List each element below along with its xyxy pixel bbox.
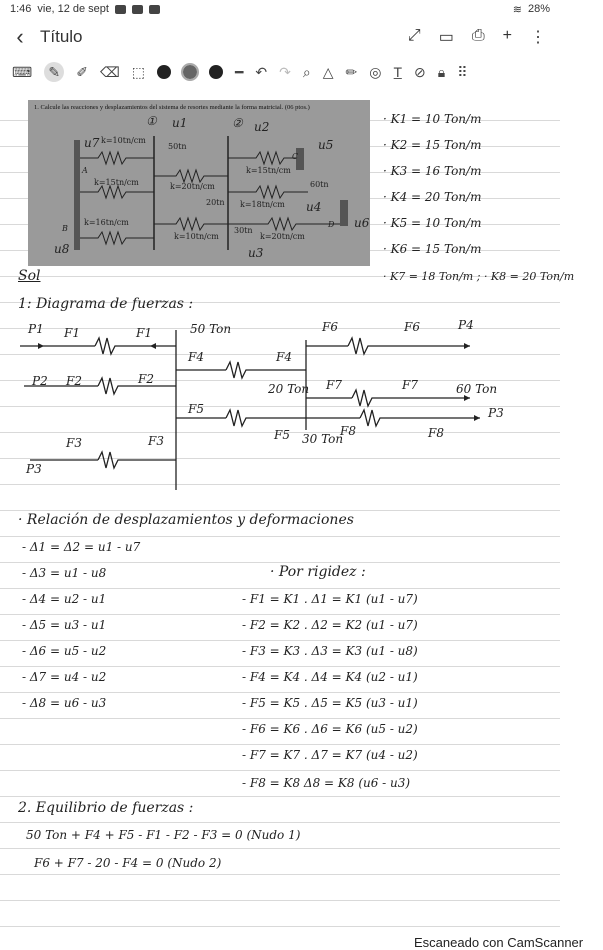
force-label: P4 bbox=[458, 318, 474, 332]
force-label: P3 bbox=[488, 406, 504, 420]
more-icon[interactable]: ⋮ bbox=[530, 29, 546, 46]
constant-k7-k8: · K7 = 18 Ton/m ; · K8 = 20 Ton/m bbox=[383, 270, 575, 283]
load-label: 60tn bbox=[310, 180, 329, 189]
color-gray-icon[interactable] bbox=[183, 65, 197, 79]
lock-icon[interactable]: 🔒︎ bbox=[437, 63, 446, 80]
force-label: F3 bbox=[66, 436, 82, 450]
pencil-icon[interactable]: ✏ bbox=[345, 63, 358, 80]
section-equilibrium-title: 2. Equilibrio de fuerzas : bbox=[18, 800, 194, 816]
node-label: u7 bbox=[84, 136, 100, 150]
rigidez-row: - F3 = K3 . Δ3 = K3 (u1 - u8) bbox=[242, 644, 418, 658]
sol-label: Sol bbox=[18, 268, 41, 284]
rigidez-title: · Por rigidez : bbox=[270, 564, 366, 580]
force-label: F1 bbox=[64, 326, 80, 340]
rigidez-row: - F4 = K4 . Δ4 = K4 (u2 - u1) bbox=[242, 670, 418, 684]
node-label: u3 bbox=[248, 246, 264, 260]
support-label: C bbox=[292, 152, 299, 161]
section-diagram-title: 1: Diagrama de fuerzas : bbox=[18, 296, 194, 312]
load-label: 60 Ton bbox=[456, 382, 498, 396]
force-label: F3 bbox=[148, 434, 164, 448]
relation-row: - Δ4 = u2 - u1 bbox=[22, 592, 107, 606]
constant-k4: · K4 = 20 Ton/m bbox=[383, 190, 482, 204]
add-icon[interactable]: + bbox=[502, 27, 512, 44]
force-label: F8 bbox=[340, 424, 356, 438]
spring-label: k=20tn/cm bbox=[170, 182, 215, 191]
book-icon[interactable]: ▭ bbox=[438, 29, 454, 46]
force-label: F7 bbox=[326, 378, 342, 392]
link-icon[interactable]: ⊘ bbox=[414, 63, 426, 80]
status-bar bbox=[0, 0, 560, 18]
constant-k6: · K6 = 15 Ton/m bbox=[383, 242, 482, 256]
node-marker: ② bbox=[232, 116, 243, 130]
spring-label: k=15tn/cm bbox=[246, 166, 291, 175]
force-label: F5 bbox=[188, 402, 204, 416]
rigidez-row: - F6 = K6 . Δ6 = K6 (u5 - u2) bbox=[242, 722, 418, 736]
date: vie, 12 de sept bbox=[37, 3, 109, 15]
battery-level: 28% bbox=[527, 3, 550, 15]
text-icon[interactable]: T̲ bbox=[393, 64, 403, 80]
force-label: F2 bbox=[138, 372, 154, 386]
lasso-icon[interactable]: ⬚ bbox=[131, 63, 145, 80]
relation-row: - Δ3 = u1 - u8 bbox=[22, 566, 107, 580]
drawing-toolbar bbox=[0, 58, 560, 86]
constant-k3: · K3 = 16 Ton/m bbox=[383, 164, 482, 178]
eraser-icon[interactable]: ⌫ bbox=[99, 63, 120, 80]
equation-row: F6 + F7 - 20 - F4 = 0 (Nudo 2) bbox=[34, 856, 222, 870]
rigidez-row: - F7 = K7 . Δ7 = K7 (u4 - u2) bbox=[242, 748, 418, 762]
redo-icon[interactable]: ↷ bbox=[279, 63, 291, 80]
wifi-icon: ≋ bbox=[512, 3, 522, 16]
grid-icon[interactable]: ⠿ bbox=[457, 63, 468, 80]
node-label: u2 bbox=[254, 120, 270, 134]
spring-label: k=10tn/cm bbox=[174, 232, 219, 241]
force-label: F7 bbox=[402, 378, 418, 392]
constant-k2: · K2 = 15 Ton/m bbox=[383, 138, 482, 152]
force-label: P3 bbox=[26, 462, 42, 476]
scanner-watermark: Escaneado con CamScanner bbox=[414, 935, 584, 950]
relation-row: - Δ8 = u6 - u3 bbox=[22, 696, 107, 710]
load-label: 30 Ton bbox=[302, 432, 344, 446]
equation-row: 50 Ton + F4 + F5 - F1 - F2 - F3 = 0 (Nudo 1) bbox=[26, 828, 301, 842]
app-header bbox=[0, 18, 560, 56]
rigidez-row: - F5 = K5 . Δ5 = K5 (u3 - u1) bbox=[242, 696, 418, 710]
spring-label: k=15tn/cm bbox=[94, 178, 139, 187]
support-label: A bbox=[82, 166, 88, 175]
support-label: B bbox=[62, 224, 68, 233]
undo-icon[interactable]: ↶ bbox=[255, 63, 268, 80]
problem-statement: 1. Calcule las reacciones y desplazamientos del sistema de resortes mediante la forma matricial. (06 ptos.) bbox=[34, 104, 310, 111]
rigidez-row: - F1 = K1 . Δ1 = K1 (u1 - u7) bbox=[242, 592, 418, 606]
node-label: u4 bbox=[306, 200, 322, 214]
spring-label: k=16tn/cm bbox=[84, 218, 129, 227]
rigidez-row: - F8 = K8 Δ8 = K8 (u6 - u3) bbox=[242, 776, 411, 790]
rigidez-row: - F2 = K2 . Δ2 = K2 (u1 - u7) bbox=[242, 618, 418, 632]
color-dark-icon[interactable] bbox=[209, 65, 223, 79]
expand-icon[interactable]: ⤢ bbox=[407, 27, 421, 44]
section-relations-title: · Relación de desplazamientos y deformaciones bbox=[18, 512, 354, 528]
node-label: u6 bbox=[354, 216, 370, 230]
load-label: 50 Ton bbox=[190, 322, 232, 336]
force-label: F5 bbox=[274, 428, 290, 442]
force-label: P1 bbox=[28, 322, 44, 336]
relation-row: - Δ5 = u3 - u1 bbox=[22, 618, 107, 632]
force-label: F4 bbox=[188, 350, 204, 364]
zoom-icon[interactable]: ⌕ bbox=[302, 63, 311, 80]
stroke-width-icon[interactable]: ━ bbox=[234, 63, 244, 80]
spring-label: k=20tn/cm bbox=[260, 232, 305, 241]
pen-tool-icon[interactable]: ✎ bbox=[44, 62, 64, 82]
stamp-icon[interactable]: ◎ bbox=[369, 63, 382, 80]
relation-row: - Δ7 = u4 - u2 bbox=[22, 670, 107, 684]
relation-row: - Δ1 = Δ2 = u1 - u7 bbox=[22, 540, 141, 554]
color-black-icon[interactable] bbox=[157, 65, 171, 79]
node-label: u8 bbox=[54, 242, 70, 256]
force-label: F8 bbox=[428, 426, 444, 440]
message-icon bbox=[132, 5, 143, 14]
export-icon[interactable]: ⎙ bbox=[471, 27, 485, 44]
support-label: D bbox=[328, 220, 335, 229]
force-label: P2 bbox=[32, 374, 48, 388]
constant-k1: · K1 = 10 Ton/m bbox=[383, 112, 482, 126]
load-label: 20tn bbox=[206, 198, 225, 207]
relation-row: - Δ6 = u5 - u2 bbox=[22, 644, 107, 658]
load-label: 30tn bbox=[234, 226, 253, 235]
force-diagram bbox=[0, 320, 560, 500]
mail-icon bbox=[149, 5, 160, 14]
keyboard-icon[interactable]: ⌨ bbox=[12, 63, 33, 80]
force-label: F4 bbox=[276, 350, 292, 364]
constant-k5: · K5 = 10 Ton/m bbox=[383, 216, 482, 230]
spring-label: k=18tn/cm bbox=[240, 200, 285, 209]
spring-label: k=10tn/cm bbox=[101, 136, 146, 145]
node-label: u5 bbox=[318, 138, 334, 152]
load-label: 50tn bbox=[168, 142, 187, 151]
node-label: u1 bbox=[172, 116, 188, 130]
load-label: 20 Ton bbox=[268, 382, 310, 396]
force-label: F2 bbox=[66, 374, 82, 388]
force-label: F6 bbox=[404, 320, 420, 334]
problem-photo bbox=[28, 100, 370, 266]
node-marker: ① bbox=[146, 114, 157, 128]
clock: 1:46 bbox=[10, 3, 32, 15]
highlighter-icon[interactable]: ✐ bbox=[76, 63, 88, 80]
back-arrow-icon[interactable]: ‹ bbox=[16, 24, 24, 49]
page-title: Título bbox=[40, 27, 83, 46]
shape-icon[interactable]: △ bbox=[322, 63, 334, 80]
force-label: F6 bbox=[322, 320, 338, 334]
force-label: F1 bbox=[136, 326, 152, 340]
gallery-icon bbox=[115, 5, 126, 14]
